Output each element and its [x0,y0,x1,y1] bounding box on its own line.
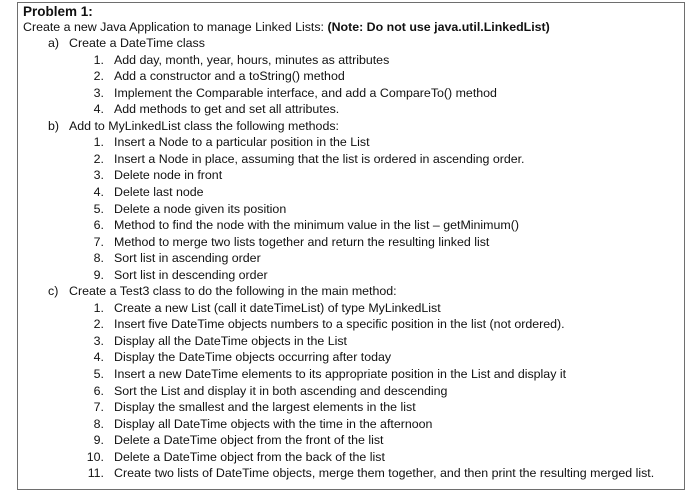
list-item-number: 2. [93,69,104,84]
list-item-number: 2. [93,151,104,166]
list-item [0,217,700,233]
list-item-number: 10. [86,449,104,464]
list-item-text: Sort the List and display it in both ascending and descending [114,383,448,398]
list-item-number: 4. [93,102,104,117]
list-item [0,349,700,365]
intro-text: Create a new Java Application to manage Linked Lists: [23,20,328,34]
list-item [0,184,700,200]
section-title: Add to MyLinkedList class the following methods: [69,118,339,133]
list-item [0,85,700,101]
list-item-text: Delete a DateTime object from the front of the list [114,433,384,448]
problem-intro [23,19,550,35]
list-item-text: Insert a Node in place, assuming that the list is ordered in ascending order. [114,151,525,166]
list-item [0,383,700,399]
list-item-text: Delete a node given its position [114,201,287,216]
list-item [0,234,700,250]
list-item [0,267,700,283]
list-item-text: Create a new List (call it dateTimeList) of type MyLinkedList [114,300,441,315]
list-item [0,134,700,150]
list-item [0,201,700,217]
list-item-text: Add day, month, year, hours, minutes as attributes [114,52,390,67]
list-item-number: 9. [93,433,104,448]
list-item-number: 7. [93,400,104,415]
list-item-number: 5. [93,367,104,381]
list-item-number: 11. [87,466,104,481]
section-title: Create a DateTime class [69,36,205,50]
list-item-number: 5. [93,201,104,216]
list-item [0,366,700,382]
list-item [0,465,700,481]
list-item-text: Create two lists of DateTime objects, merge them together, and then print the resulting merged list. [114,466,655,481]
list-item-text: Insert five DateTime objects numbers to a specific position in the list (not ordered). [114,317,565,332]
list-item-number: 6. [93,218,104,233]
list-item-number: 4. [93,184,104,199]
list-item [0,316,700,332]
list-item [0,333,700,349]
list-item-text: Insert a Node to a particular position in the List [114,135,370,150]
list-item [0,101,700,117]
section-header [0,118,700,134]
list-item-number: 1. [93,135,104,150]
list-item-text: Sort list in ascending order [114,251,261,266]
list-item-text: Display the smallest and the largest elements in the list [114,400,416,415]
list-item-number: 3. [93,85,104,100]
list-item-text: Delete a DateTime object from the back of the list [114,449,385,464]
list-item-text: Sort list in descending order [114,267,268,282]
list-item-text: Method to find the node with the minimum value in the list – getMinimum() [114,218,519,233]
list-item-text: Display all DateTime objects with the time in the afternoon [114,416,433,431]
list-item [0,250,700,266]
list-item-text: Add methods to get and set all attributes. [114,102,340,117]
list-item-text: Method to merge two lists together and return the resulting linked list [114,234,490,249]
list-item-text: Implement the Comparable interface, and add a CompareTo() method [114,85,497,100]
list-item-text: Add a constructor and a toString() method [114,69,345,84]
list-item [0,300,700,316]
section-title: Create a Test3 class to do the following in the main method: [69,284,397,299]
list-item [0,399,700,415]
list-item [0,449,700,465]
list-item-number: 3. [93,168,104,183]
list-item-number: 8. [93,251,104,266]
list-item-text: Delete last node [114,184,204,199]
list-item-text: Display the DateTime objects occurring after today [114,350,392,365]
section-header [0,35,700,51]
list-item-number: 7. [93,234,104,249]
list-item-number: 2. [93,317,104,332]
list-item-number: 8. [93,416,104,431]
list-item-number: 9. [93,267,104,282]
list-item-number: 3. [93,333,104,348]
list-item [0,416,700,432]
section-header [0,283,700,299]
section-letter: a) [48,36,60,50]
list-item-number: 4. [93,350,104,365]
list-item-number: 1. [93,300,104,315]
list-item [0,432,700,448]
list-item [0,151,700,167]
intro-note: (Note: Do not use java.util.LinkedList) [327,20,550,34]
section-letter: c) [48,284,59,299]
section-letter: b) [48,118,60,133]
list-item-number: 1. [93,52,104,67]
list-item [0,68,700,84]
list-item-number: 6. [93,383,104,398]
list-item-text: Display all the DateTime objects in the List [114,333,348,348]
list-item [0,52,700,68]
list-item-text: Insert a new DateTime elements to its appropriate position in the List and display it [114,367,567,381]
list-item-text: Delete node in front [114,168,223,183]
list-item [0,167,700,183]
problem-title: Problem 1: [23,4,93,19]
